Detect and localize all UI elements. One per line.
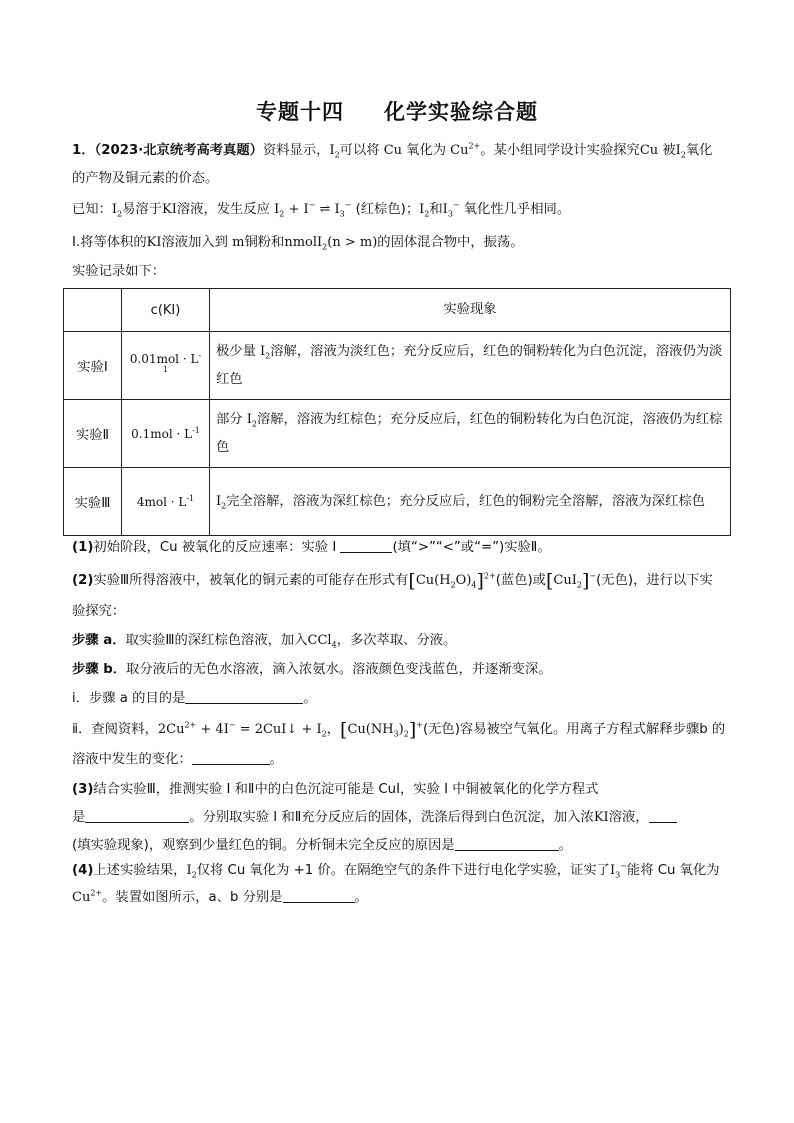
table-row (64, 468, 731, 536)
row-experiment-name: 实验Ⅲ (64, 468, 122, 536)
subquestion-3-line3: (填实验现象)，观察到少量红色的铜。分析铜未完全反应的原因是 。 (72, 838, 572, 853)
table-header-blank (64, 289, 122, 332)
answer-blank[interactable] (455, 837, 559, 851)
table-row (64, 332, 731, 400)
step-a: 步骤 a．取实验Ⅲ的深红棕色溶液，加入CCl$_4$，多次萃取、分液。 (72, 633, 457, 650)
question-intro-line1: 1．（2023·北京统考高考真题）资料显示，$I_2$可以将 Cu 氧化为 $Cu^{2+}$。某小组同学设计实验探究Cu 被$I_2$氧化 (72, 141, 713, 160)
question-source: （2023·北京统考高考真题） (94, 143, 263, 158)
subquestion-4-line1: (4)上述实验结果，$I_2$仅将 Cu 氧化为 +1 价。在隔绝空气的条件下进行电化学实验，证实了$I_3^-$能将 Cu 氧化为 (72, 861, 720, 880)
row-experiment-name: 实验Ⅱ (64, 400, 122, 468)
procedure-line: I.将等体积的KI溶液加入到 m铜粉和nmolI$_2$(n > m)的固体混合物中，振荡。 (72, 235, 524, 252)
subquestion-2-line1: (2)实验Ⅲ所得溶液中，被氧化的铜元素的可能存在形式有$[Cu(H_2O)_4]^{2+}$(蓝色)或[CuI$_2$]−(无色)，进行以下实 (72, 570, 713, 592)
title-topic-name: 化学实验综合题 (384, 100, 538, 124)
answer-blank[interactable] (283, 889, 355, 903)
step-b: 步骤 b．取分液后的无色水溶液，滴入浓氨水。溶液颜色变浅蓝色，并逐渐变深。 (72, 662, 552, 677)
row-phenomenon: 极少量 $I_2$溶解，溶液为淡红色；充分反应后，红色的铜粉转化为白色沉淀，溶液仍为淡红色 (210, 332, 731, 400)
page-title (0, 96, 794, 126)
table-row (64, 400, 731, 468)
table-header-phenomenon: 实验现象 (210, 289, 731, 332)
row-concentration: $0.01mol \cdot L^{-1}$ (122, 332, 210, 400)
answer-blank[interactable] (340, 539, 392, 553)
subquestion-4-line2: $Cu^{2+}$。装置如图所示，a、b 分别是 。 (72, 888, 368, 905)
answer-blank[interactable] (192, 751, 270, 765)
subquestion-2-ii-line1: ⅱ．查阅资料，$2Cu^{2+} + 4I^-$ = 2CuI↓ + $I_2$，$[Cu(NH_3)_2]^+$(无色)容易被空气氧化。用离子方程式解释步骤b 的 (72, 719, 726, 741)
table-header-concentration: c(KI) (122, 289, 210, 332)
subquestion-2-i: ⅰ．步骤 a 的目的是 。 (72, 691, 317, 706)
title-topic-number: 专题十四 (256, 100, 344, 124)
answer-blank[interactable] (649, 809, 677, 823)
row-phenomenon: $I_2$完全溶解，溶液为深红棕色；充分反应后，红色的铜粉完全溶解，溶液为深红棕色 (210, 468, 731, 536)
row-phenomenon: 部分 $I_2$溶解，溶液为红棕色；充分反应后，红色的铜粉转化为白色沉淀，溶液仍为红棕色 (210, 400, 731, 468)
answer-blank[interactable] (85, 809, 189, 823)
experiment-table (63, 288, 731, 536)
subquestion-2-ii-line2: 溶液中发生的变化： 。 (72, 752, 283, 767)
question-intro-line2: 的产物及铜元素的价态。 (72, 171, 219, 186)
subquestion-3-line2: 是 。分别取实验 Ⅰ 和Ⅱ充分反应后的固体，洗涤后得到白色沉淀，加入浓KI溶液， (72, 808, 677, 828)
row-concentration: $0.1mol \cdot L^{-1}$ (122, 400, 210, 468)
record-label: 实验记录如下： (72, 264, 166, 279)
row-experiment-name: 实验Ⅰ (64, 332, 122, 400)
subquestion-2-line2: 验探究： (72, 604, 126, 619)
known-info-line: 已知：$I_2$易溶于KI溶液，发生反应 $I_2 + I^-$ ⇌ $I_3^-$ (红棕色)；$I_2$和$I_3^-$ 氧化性几乎相同。 (72, 200, 571, 219)
row-concentration: $4mol \cdot L^{-1}$ (122, 468, 210, 536)
subquestion-1: (1)初始阶段，Cu 被氧化的反应速率：实验 Ⅰ (填“>”“<”或“=”)实验Ⅱ。 (72, 540, 551, 555)
answer-blank[interactable] (185, 690, 303, 704)
subquestion-3-line1: (3)结合实验Ⅲ，推测实验 Ⅰ 和Ⅱ中的白色沉淀可能是 CuI，实验 Ⅰ 中铜被氧化的化学方程式 (72, 782, 599, 797)
table-header-row (64, 289, 731, 332)
